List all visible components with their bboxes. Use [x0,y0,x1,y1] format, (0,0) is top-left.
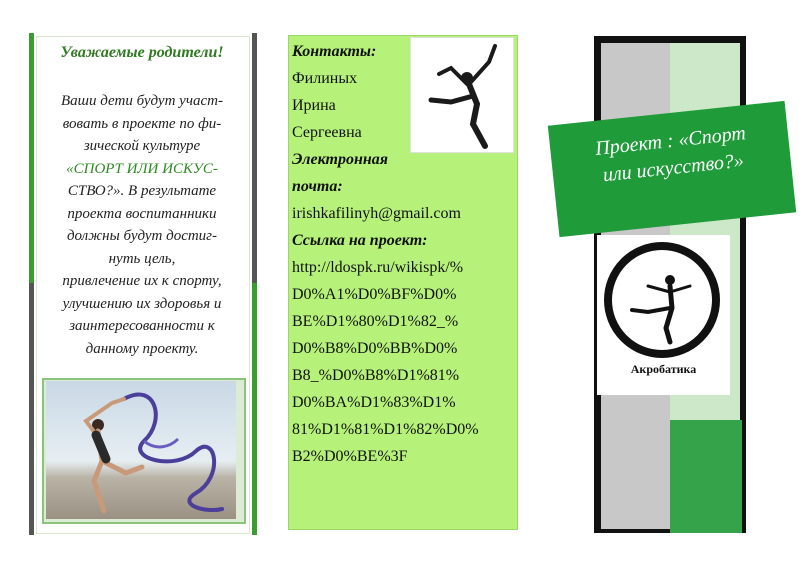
project-link-line[interactable]: D0%BA%D1%83%D1% [292,394,456,411]
project-link-line[interactable]: 81%D1%81%D1%82%D0% [292,421,479,438]
message-line: проекта воспитанники [67,205,217,222]
message-line: улучшению их здоровья и [62,295,222,312]
left-border-top-left [29,33,34,283]
message-line: зической культуре [83,138,201,154]
project-title-line: Проект : «Спорт [594,122,747,160]
message-line: заинтересованности к [69,318,215,334]
contact-name-line: Ирина [292,97,336,114]
project-link-line[interactable]: D0%B8%D0%BB%D0% [292,340,458,357]
gymnast-ribbon-image [46,381,236,519]
message-line: Ваши дети будут участ- [61,93,223,109]
project-title-line: или искусство?» [601,149,745,187]
message-line: нуть цель, [108,250,176,267]
email-label: почта: [292,178,343,195]
parents-heading: Уважаемые родители! [60,44,224,61]
left-border-bottom-left [29,283,34,535]
contacts-label: Контакты: [292,43,377,60]
left-border-bottom-right [252,283,257,535]
project-link-line[interactable]: D0%A1%D0%BF%D0% [292,286,457,303]
email-address[interactable]: irishkafilinyh@gmail.com [292,205,461,222]
message-line: должны будут достиг- [66,228,218,244]
project-link-line[interactable]: B8_%D0%B8%D1%81% [292,367,460,384]
cover-stripe-green [670,420,742,533]
contact-name-line: Филиных [292,70,358,87]
emblem-label: Акробатика [630,362,697,376]
message-line: СТВО?». В результате [67,183,217,199]
message-line: данному проекту. [85,340,199,357]
message-line-highlight: «СПОРТ ИЛИ ИСКУС- [66,160,218,177]
acrobat-silhouette-icon [612,250,712,350]
left-border-top-right [252,33,257,283]
gymnast-ribbon-photo [46,381,236,519]
project-link-label: Ссылка на проект: [292,232,428,249]
emblem-circle [604,242,720,358]
message-line: привлечение их к спорту, [62,273,222,289]
project-link-line[interactable]: http://ldospk.ru/wikispk/% [292,259,464,276]
email-label: Электронная [292,151,388,168]
project-link-line[interactable]: B2%D0%BE%3F [292,448,408,465]
contact-name-line: Сергеевна [292,124,362,141]
project-link-line[interactable]: BE%D1%80%D1%82_% [292,313,459,330]
message-line: вовать в проекте по фи- [62,115,222,132]
contacts-text [292,38,518,470]
parents-message [38,90,246,360]
